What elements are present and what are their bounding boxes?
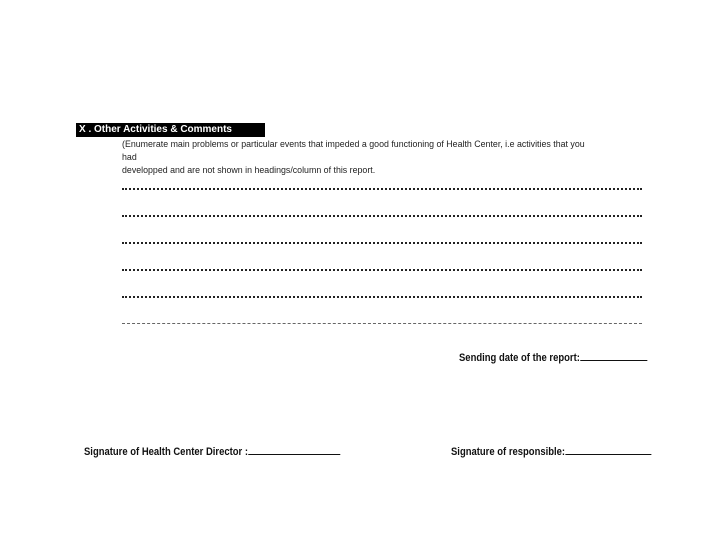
comment-line-3[interactable]	[122, 242, 642, 244]
director-signature-field	[84, 442, 340, 459]
instructions-line-1: (Enumerate main problems or particular events that impeded a good functioning of Health Center, i.e activities that you had	[122, 139, 585, 163]
responsible-signature-blank[interactable]	[565, 442, 651, 455]
instructions-line-2: developped and are not shown in headings/column of this report.	[122, 165, 376, 176]
comment-line-1[interactable]	[122, 188, 642, 190]
section-instructions	[122, 138, 591, 177]
sending-date-blank[interactable]	[580, 348, 647, 361]
director-signature-blank[interactable]	[248, 442, 340, 455]
comment-line-6[interactable]	[122, 323, 642, 324]
director-signature-label: Signature of Health Center Director :	[84, 446, 249, 458]
responsible-signature-label: Signature of responsible:	[451, 446, 566, 458]
comment-line-2[interactable]	[122, 215, 642, 217]
sending-date-field	[459, 348, 647, 365]
responsible-signature-field	[451, 442, 651, 459]
comment-line-5[interactable]	[122, 296, 642, 298]
sending-date-label: Sending date of the report:	[459, 352, 580, 364]
comment-line-4[interactable]	[122, 269, 642, 271]
section-header: X . Other Activities & Comments	[76, 123, 265, 137]
